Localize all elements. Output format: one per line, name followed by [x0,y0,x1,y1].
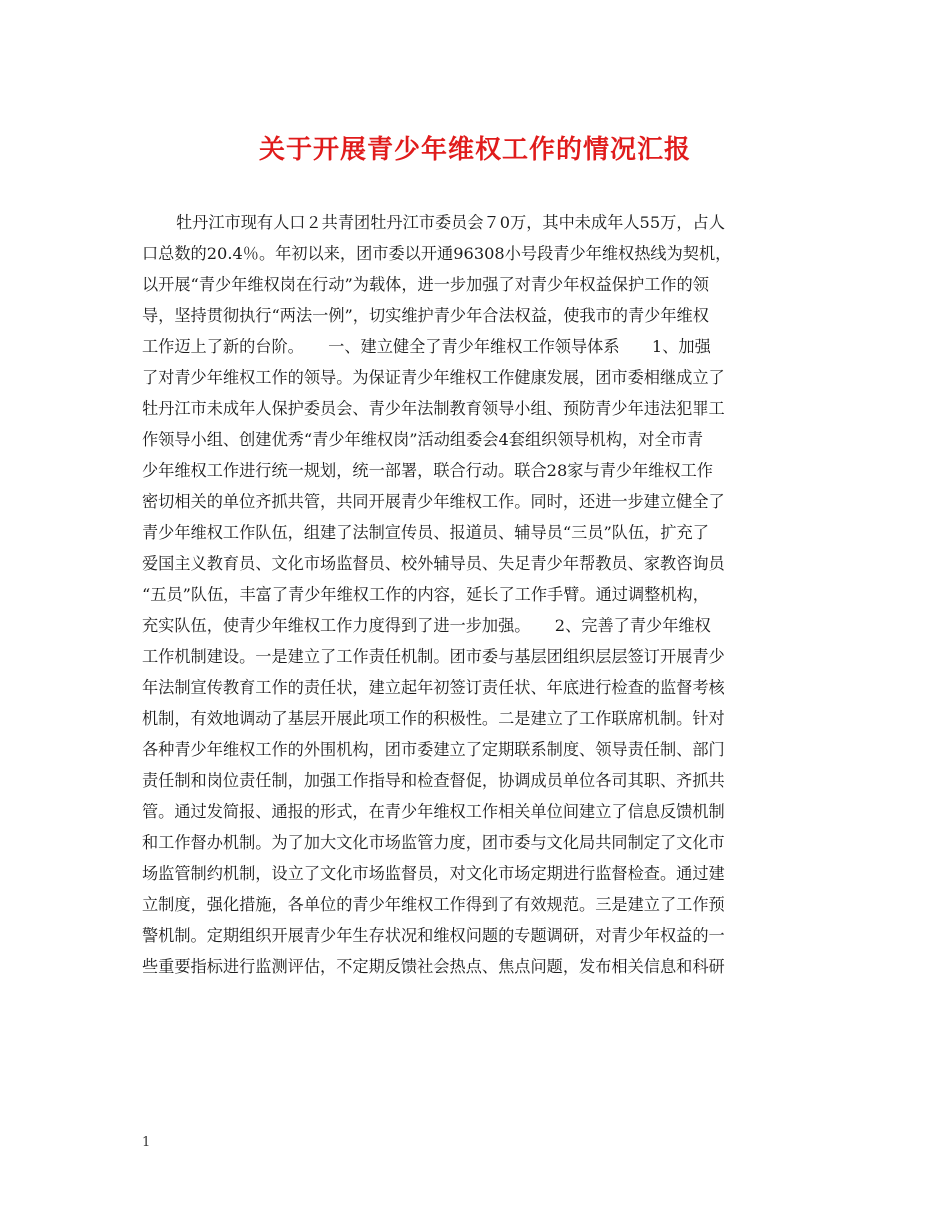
body-line: 立制度，强化措施，各单位的青少年维权工作得到了有效规范。三是建立了工作预 [142,895,725,914]
body-line: 牡丹江市未成年人保护委员会、青少年法制教育领导小组、预防青少年违法犯罪工 [142,399,725,418]
body-line: 机制，有效地调动了基层开展此项工作的积极性。二是建立了工作联席机制。针对 [142,709,725,728]
body-line: 责任制和岗位责任制，加强工作指导和检查督促，协调成员单位各司其职、齐抓共 [142,771,725,790]
body-line: 导，坚持贯彻执行“两法一例”，切实维护青少年合法权益，使我市的青少年维权 [142,306,709,325]
body-line: 和工作督办机制。为了加大文化市场监管力度，团市委与文化局共同制定了文化市 [142,833,725,852]
body-line: 各种青少年维权工作的外围机构，团市委建立了定期联系制度、领导责任制、部门 [142,740,725,759]
document-title: 关于开展青少年维权工作的情况汇报 [258,135,691,165]
page-number: 1 [142,1135,151,1150]
body-line: 作领导小组、创建优秀“青少年维权岗”活动组委会4套组织领导机构，对全市青 [142,430,704,449]
body-line: 管。通过发简报、通报的形式，在青少年维权工作相关单位间建立了信息反馈机制 [142,802,725,821]
body-line: 青少年维权工作队伍，组建了法制宣传员、报道员、辅导员“三员”队伍，扩充了 [142,523,709,542]
body-line: 工作迈上了新的台阶。 一、建立健全了青少年维权工作领导体系 1、加强 [142,337,711,356]
body-line: 牡丹江市现有人口２共青团牡丹江市委员会７0万，其中未成年人55万，占人 [176,213,725,232]
body-line: 警机制。定期组织开展青少年生存状况和维权问题的专题调研，对青少年权益的一 [142,926,725,945]
body-line: 场监管制约机制，设立了文化市场监督员，对文化市场定期进行监督检查。通过建 [142,864,725,883]
body-line: 密切相关的单位齐抓共管，共同开展青少年维权工作。同时，还进一步建立健全了 [142,492,725,511]
body-line: 少年维权工作进行统一规划，统一部署，联合行动。联合28家与青少年维权工作 [142,461,713,480]
body-line: 了对青少年维权工作的领导。为保证青少年维权工作健康发展，团市委相继成立了 [142,368,725,387]
body-line: “五员”队伍，丰富了青少年维权工作的内容，延长了工作手臂。通过调整机构， [142,585,709,604]
body-line: 以开展“青少年维权岗在行动”为载体，进一步加强了对青少年权益保护工作的领 [142,275,709,294]
body-line: 充实队伍，使青少年维权工作力度得到了进一步加强。 2、完善了青少年维权 [142,616,711,635]
body-line: 年法制宣传教育工作的责任状，建立起年初签订责任状、年底进行检查的监督考核 [142,678,725,697]
body-line: 爱国主义教育员、文化市场监督员、校外辅导员、失足青少年帮教员、家教咨询员 [142,554,725,573]
document-body [142,207,812,982]
body-line: 些重要指标进行监测评估，不定期反馈社会热点、焦点问题，发布相关信息和科研 [142,957,725,976]
body-line: 工作机制建设。一是建立了工作责任机制。团市委与基层团组织层层签订开展青少 [142,647,725,666]
body-line: 口总数的20.4％。年初以来，团市委以开通96308小号段青少年维权热线为契机， [142,244,732,263]
